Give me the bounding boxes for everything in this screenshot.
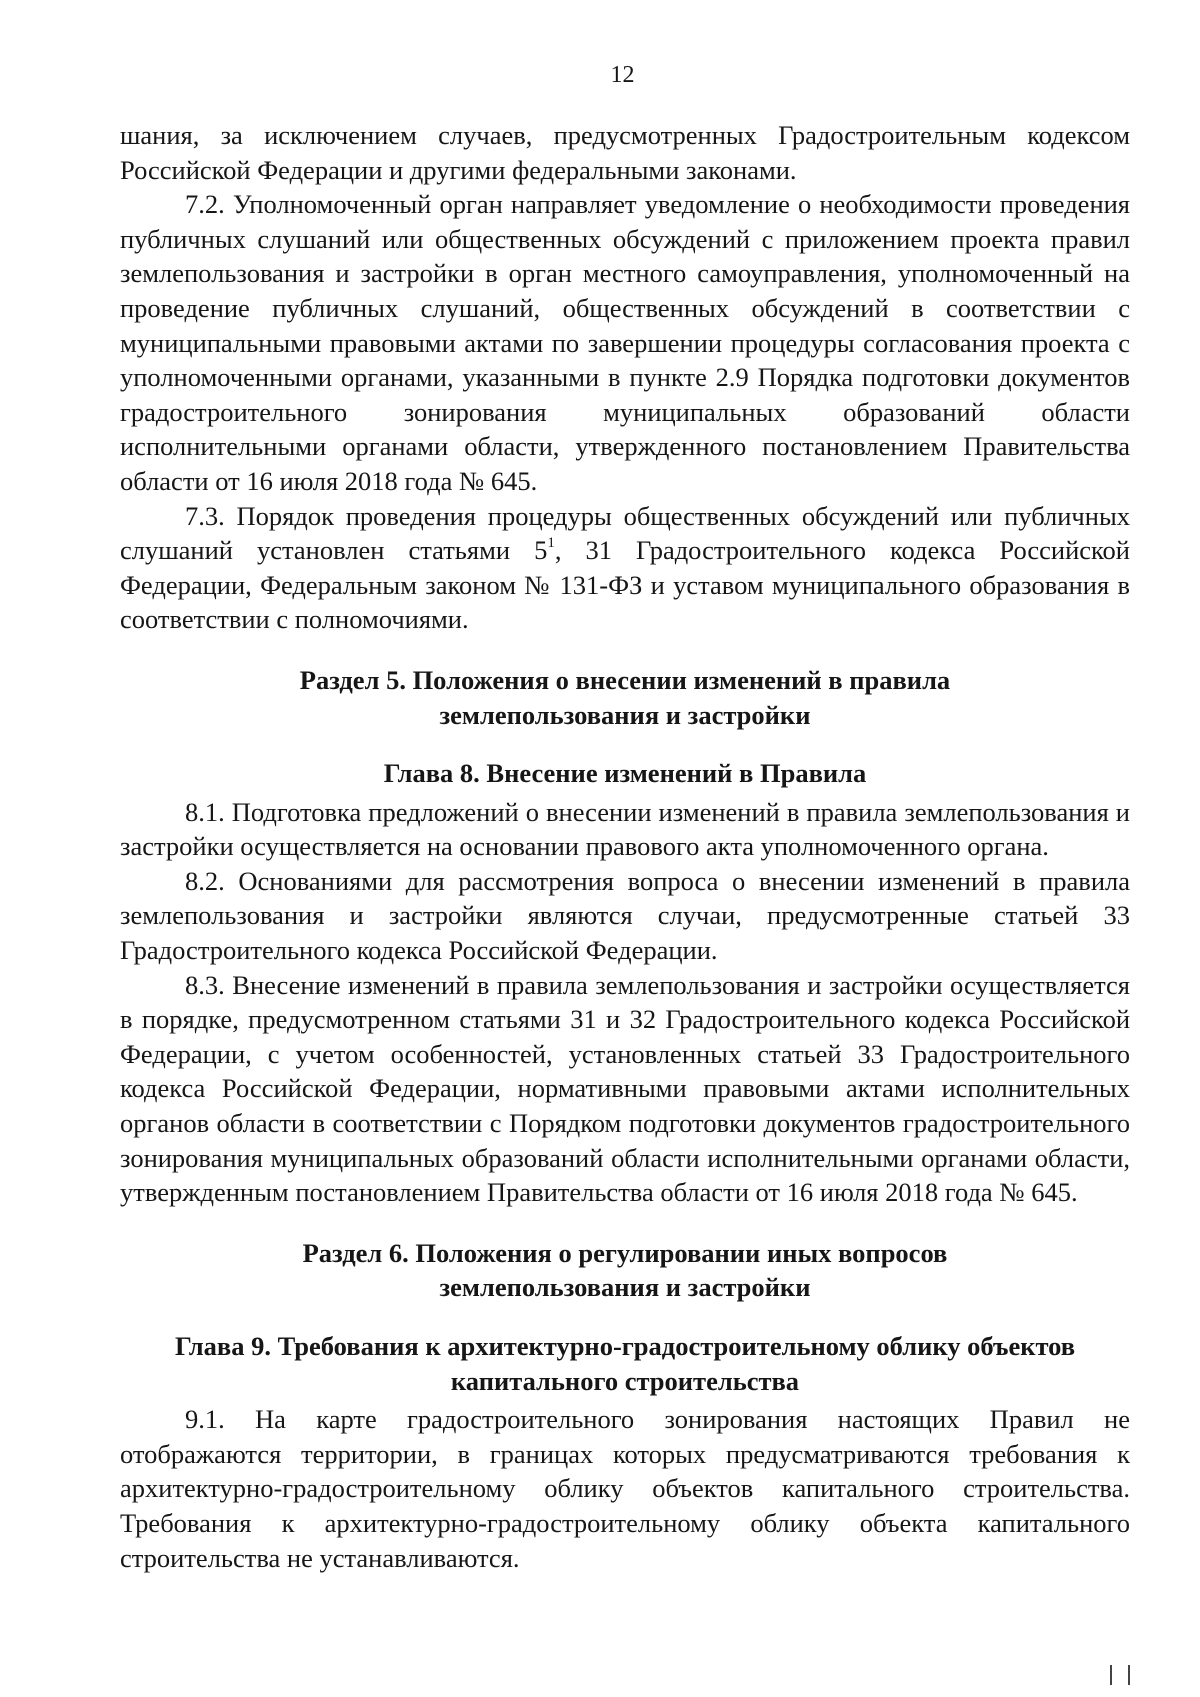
document-body (120, 118, 1130, 1575)
paragraph-8-2: 8.2. Основаниями для рассмотрения вопроса о внесении изменений в правила землепользования и застройки являются случаи, предусмотренные статьей 33 Градостроительного кодекса Российской Федерации. (120, 865, 1130, 966)
paragraph-continuation: шания, за исключением случаев, предусмотренных Градостроительным кодексом Российской Федерации и другими федеральными законами. (120, 120, 1130, 185)
paragraph-7-3-text-a: 7.3. Порядок проведения процедуры общественных обсуждений или публичных слушаний установлен статьями 5 (120, 500, 1130, 566)
paragraph-8-1: 8.1. Подготовка предложений о внесении изменений в правила землепользования и застройки осуществляется на основании правового акта уполномоченного органа. (120, 796, 1130, 862)
scan-edge-mark (1110, 1665, 1112, 1685)
chapter-9-heading (120, 1329, 1130, 1398)
chapter-9-heading-line-2: капитального строительства (450, 1365, 800, 1396)
page-number: 12 (610, 62, 635, 88)
chapter-9-heading-line-1: Глава 9. Требования к архитектурно-градостроительному облику объектов (174, 1331, 1076, 1361)
section-6-heading (120, 1236, 1130, 1305)
paragraph-7-2: 7.2. Уполномоченный орган направляет уведомление о необходимости проведения публичных слушаний или общественных обсуждений с приложением проекта правил землепользования и застройки в орган местного самоуправления, уполномоченный на проведение публичных слушаний, общественных обсуждений в соответствии с муниципальными правовыми актами по завершении процедуры согласования проекта с уполномоченными органами, указанными в пункте 2.9 Порядка подготовки документов градостроительного зонирования муниципальных образований области исполнительными органами области, утвержденного постановлением Правительства области от 16 июля 2018 года № 645. (120, 189, 1130, 496)
chapter-8-heading (120, 756, 1130, 791)
section-5-heading-line-2: землепользования и застройки (439, 699, 811, 730)
section-6-heading-line-1: Раздел 6. Положения о регулировании иных вопросов (302, 1237, 948, 1268)
section-5-heading-line-1: Раздел 5. Положения о внесении изменений в правила (299, 664, 951, 695)
scan-edge-mark (1128, 1665, 1130, 1685)
section-6-heading-line-2: землепользования и застройки (439, 1272, 811, 1303)
paragraph-7-3-text-b: , 31 Градостроительного кодекса Российской Федерации, Федеральным законом № 131-ФЗ и уставом муниципального образования в соответствии с полномочиями. (120, 535, 1130, 635)
chapter-8-heading-line-1: Глава 8. Внесение изменений в Правила (383, 758, 867, 789)
paragraph-9-1: 9.1. На карте градостроительного зонирования настоящих Правил не отображаются территории, в границах которых предусматриваются требования к архитектурно-градостроительному облику объектов капитального строительства. Требования к архитектурно-градостроительному облику объекта капитального строительства не устанавливаются. (120, 1404, 1130, 1573)
section-5-heading (120, 663, 1130, 732)
paragraph-7-3 (120, 499, 1130, 637)
superscript-index: 1 (547, 535, 555, 552)
paragraph-8-3: 8.3. Внесение изменений в правила землепользования и застройки осуществляется в порядке, предусмотренном статьями 31 и 32 Градостроительного кодекса Российской Федерации, с учетом особенностей, установленных статьей 33 Градостроительного кодекса Российской Федерации, нормативными правовыми актами исполнительных органов области в соответствии с Порядком подготовки документов градостроительного зонирования муниципальных образований области исполнительными органами области, утвержденным постановлением Правительства области от 16 июля 2018 года № 645. (120, 969, 1130, 1208)
